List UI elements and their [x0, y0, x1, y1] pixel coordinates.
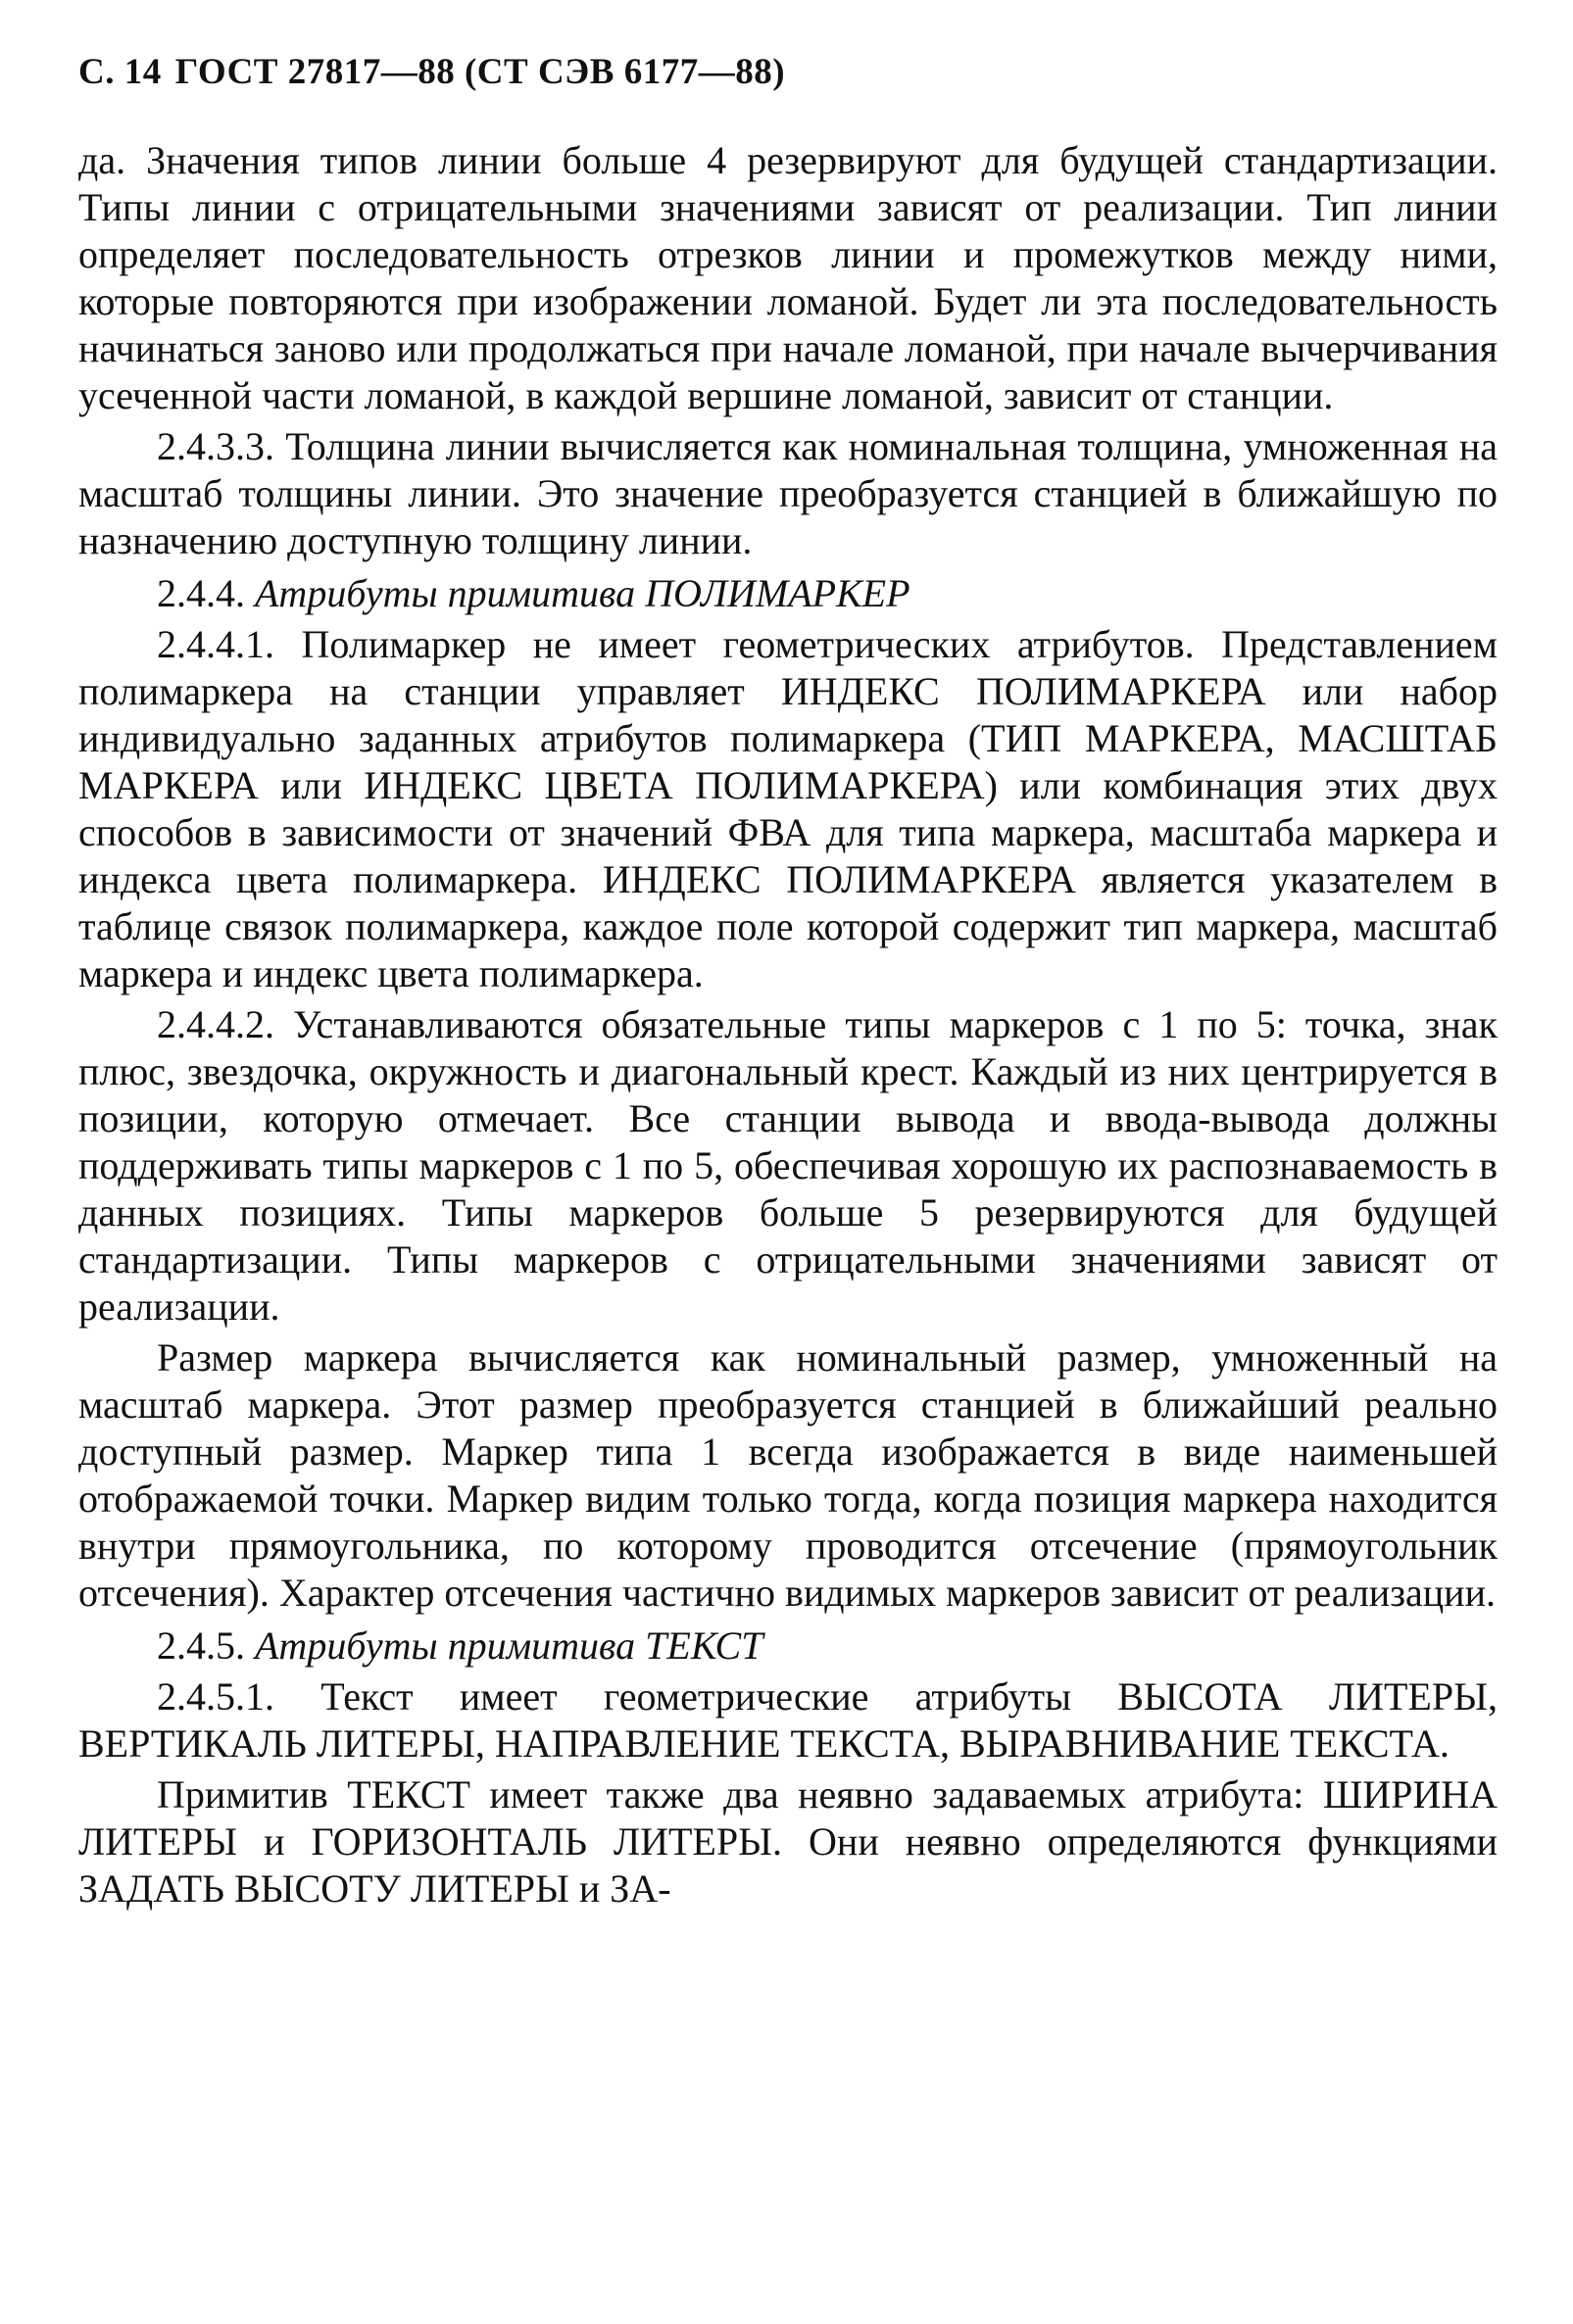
section-title: Атрибуты примитива ТЕКСТ [255, 1623, 763, 1668]
page-header [78, 51, 785, 93]
paragraph-2-4-4-2: 2.4.4.2. Устанавливаются обязательные типы маркеров с 1 по 5: точка, знак плюс, звездочка, окружность и диагональный крест. Каждый из них центрируется в позиции, которую отмечает. Все станции вывода и ввода-вывода должны поддерживать типы маркеров с 1 по 5, обеспечивая хорошую их распознаваемость в данных позициях. Типы маркеров больше 5 резервируются для будущей стандартизации. Типы маркеров с отрицательными значениями зависят от реализации. [78, 1002, 1498, 1329]
paragraph-text-implicit: Примитив ТЕКСТ имеет также два неявно задаваемых атрибута: ШИРИНА ЛИТЕРЫ и ГОРИЗОНТАЛЬ ЛИТЕРЫ. Они неявно определяются функциями ЗАДАТЬ ВЫСОТУ ЛИТЕРЫ и ЗА- [78, 1772, 1498, 1911]
section-number: 2.4.4. [157, 571, 245, 615]
page-body [78, 137, 1498, 1912]
paragraph-2-4-3-3: 2.4.3.3. Толщина линии вычисляется как номинальная толщина, умноженная на масштаб толщины линии. Это значение преобразуется станцией в ближайшую по назначению доступную толщину линии. [78, 424, 1498, 562]
section-heading-2-4-4 [78, 570, 1498, 617]
paragraph-continuation: да. Значения типов линии больше 4 резервируют для будущей стандартизации. Типы линии с отрицательными значениями зависят от реализации. Тип линии определяет последовательность отрезков линии и промежутков между ними, которые повторяются при изображении ломаной. Будет ли эта последовательность начинаться заново или продолжаться при начале ломаной, при начале вычерчивания усеченной части ломаной, в каждой вершине ломаной, зависит от станции. [78, 138, 1498, 417]
standard-designation: ГОСТ 27817—88 (СТ СЭВ 6177—88) [174, 52, 786, 92]
paragraph-2-4-5-1: 2.4.5.1. Текст имеет геометрические атрибуты ВЫСОТА ЛИТЕРЫ, ВЕРТИКАЛЬ ЛИТЕРЫ, НАПРАВЛЕНИЕ ТЕКСТА, ВЫРАВНИВАНИЕ ТЕКСТА. [78, 1674, 1498, 1766]
paragraph-marker-size: Размер маркера вычисляется как номинальный размер, умноженный на масштаб маркера. Этот размер преобразуется станцией в ближайший реально доступный размер. Маркер типа 1 всегда изображается в виде наименьшей отображаемой точки. Маркер видим только тогда, когда позиция маркера находится внутри прямоугольника, по которому проводится отсечение (прямоугольник отсечения). Характер отсечения частично видимых маркеров зависит от реализации. [78, 1335, 1498, 1615]
paragraph-2-4-4-1: 2.4.4.1. Полимаркер не имеет геометрических атрибутов. Представлением полимаркера на станции управляет ИНДЕКС ПОЛИМАРКЕРА или набор индивидуально заданных атрибутов полимаркера (ТИП МАРКЕРА, МАСШТАБ МАРКЕРА или ИНДЕКС ЦВЕТА ПОЛИМАРКЕРА) или комбинация этих двух способов в зависимости от значений ФВА для типа маркера, масштаба маркера и индекса цвета полимаркера. ИНДЕКС ПОЛИМАРКЕРА является указателем в таблице связок полимаркера, каждое поле которой содержит тип маркера, масштаб маркера и индекс цвета полимаркера. [78, 622, 1498, 995]
section-heading-2-4-5 [78, 1622, 1498, 1670]
section-number: 2.4.5. [157, 1623, 245, 1668]
section-title: Атрибуты примитива ПОЛИМАРКЕР [255, 571, 910, 615]
page-number: С. 14 [78, 52, 162, 92]
